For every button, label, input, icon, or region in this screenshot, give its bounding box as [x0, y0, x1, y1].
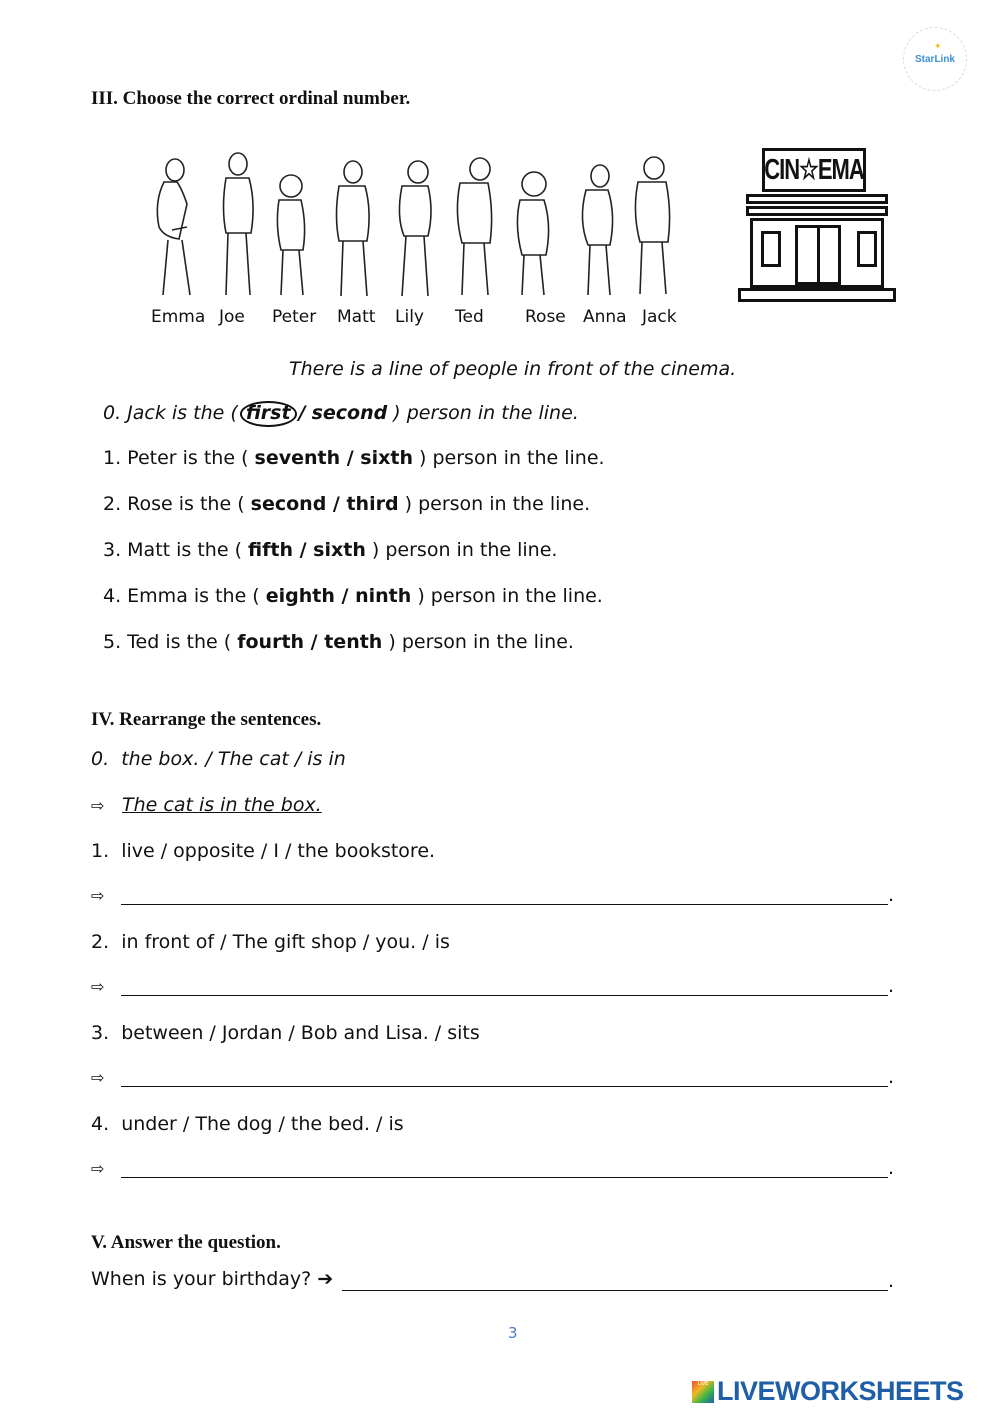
- rearrange-prompt-4: 4. under / The dog / the bed. / is: [91, 1113, 404, 1135]
- example-answer: The cat is in the box.: [122, 794, 322, 816]
- person-name: Joe: [219, 307, 245, 327]
- period: .: [888, 1157, 895, 1179]
- example-prompt: 0. the box. / The cat / is in: [91, 748, 346, 770]
- person-figure: [157, 159, 190, 295]
- cinema-caption: There is a line of people in front of the cinema.: [289, 358, 737, 380]
- person-name: Rose: [525, 307, 566, 327]
- person-name: Jack: [642, 307, 677, 327]
- logo-star-icon: ✦: [934, 42, 942, 52]
- period: .: [888, 975, 895, 997]
- liveworksheets-logo: [692, 1376, 964, 1407]
- person-name: Lily: [395, 307, 424, 327]
- answer-options[interactable]: eighth / ninth: [265, 585, 412, 607]
- section-3-title: III. Choose the correct ordinal number.: [91, 88, 411, 109]
- period: .: [888, 1270, 895, 1292]
- answer-line-3[interactable]: [121, 1086, 888, 1087]
- period: .: [888, 884, 895, 906]
- arrow-icon: ⇨: [91, 1159, 105, 1178]
- person-name: Anna: [583, 307, 627, 327]
- person-name: Peter: [272, 307, 317, 327]
- answer-line-2[interactable]: [121, 995, 888, 996]
- live-badge-icon: LIVE: [692, 1381, 714, 1403]
- question-1: 1. Peter is the ( seventh / sixth ) person in the line.: [103, 447, 605, 469]
- arrow-icon: ⇨: [91, 1068, 105, 1087]
- arrow-icon: ⇨: [91, 796, 105, 815]
- logo-text: StarLink: [914, 53, 955, 65]
- starlink-logo: [903, 27, 967, 91]
- person-name: Emma: [151, 307, 206, 327]
- page-number: 3: [508, 1324, 518, 1342]
- arrow-icon: ⇨: [91, 977, 105, 996]
- rearrange-prompt-2: 2. in front of / The gift shop / you. / is: [91, 931, 450, 953]
- example-question: 0. Jack is the ( first / second ) person in the line.: [103, 401, 579, 427]
- answer-options[interactable]: fourth / tenth: [237, 631, 383, 653]
- answer-options[interactable]: second / third: [250, 493, 399, 515]
- question-5: 5. Ted is the ( fourth / tenth ) person in the line.: [103, 631, 574, 653]
- answer-options[interactable]: seventh / sixth: [254, 447, 413, 469]
- answer-line-1[interactable]: [121, 904, 888, 905]
- period: .: [888, 1066, 895, 1088]
- answer-options[interactable]: fifth / sixth: [248, 539, 366, 561]
- brand-text: LIVEWORKSHEETS: [717, 1376, 964, 1406]
- cinema-sign: CIN☆EMA: [762, 148, 866, 192]
- cinema-building: [738, 148, 898, 306]
- person-figure: [457, 158, 491, 295]
- person-figure: [277, 175, 304, 295]
- person-figure: [224, 153, 254, 295]
- question-2: 2. Rose is the ( second / third ) person in the line.: [103, 493, 591, 515]
- person-figure: [399, 161, 431, 296]
- section-5-title: V. Answer the question.: [91, 1232, 281, 1253]
- answer-line-4[interactable]: [121, 1177, 888, 1178]
- person-name: Ted: [455, 307, 484, 327]
- birthday-question: When is your birthday? ➔: [91, 1268, 334, 1290]
- person-figure: [337, 161, 370, 296]
- arrow-icon: ⇨: [91, 886, 105, 905]
- person-figure: [582, 165, 612, 295]
- section-4-title: IV. Rearrange the sentences.: [91, 709, 322, 730]
- person-figure: [517, 172, 548, 295]
- rearrange-prompt-1: 1. live / opposite / I / the bookstore.: [91, 840, 436, 862]
- question-4: 4. Emma is the ( eighth / ninth ) person in the line.: [103, 585, 603, 607]
- person-name: Matt: [337, 307, 376, 327]
- rearrange-prompt-3: 3. between / Jordan / Bob and Lisa. / sits: [91, 1022, 480, 1044]
- question-3: 3. Matt is the ( fifth / sixth ) person in the line.: [103, 539, 558, 561]
- circled-answer: first: [240, 401, 297, 427]
- people-line-illustration: [140, 150, 700, 300]
- birthday-answer-line[interactable]: [342, 1290, 888, 1291]
- person-figure: [635, 157, 669, 294]
